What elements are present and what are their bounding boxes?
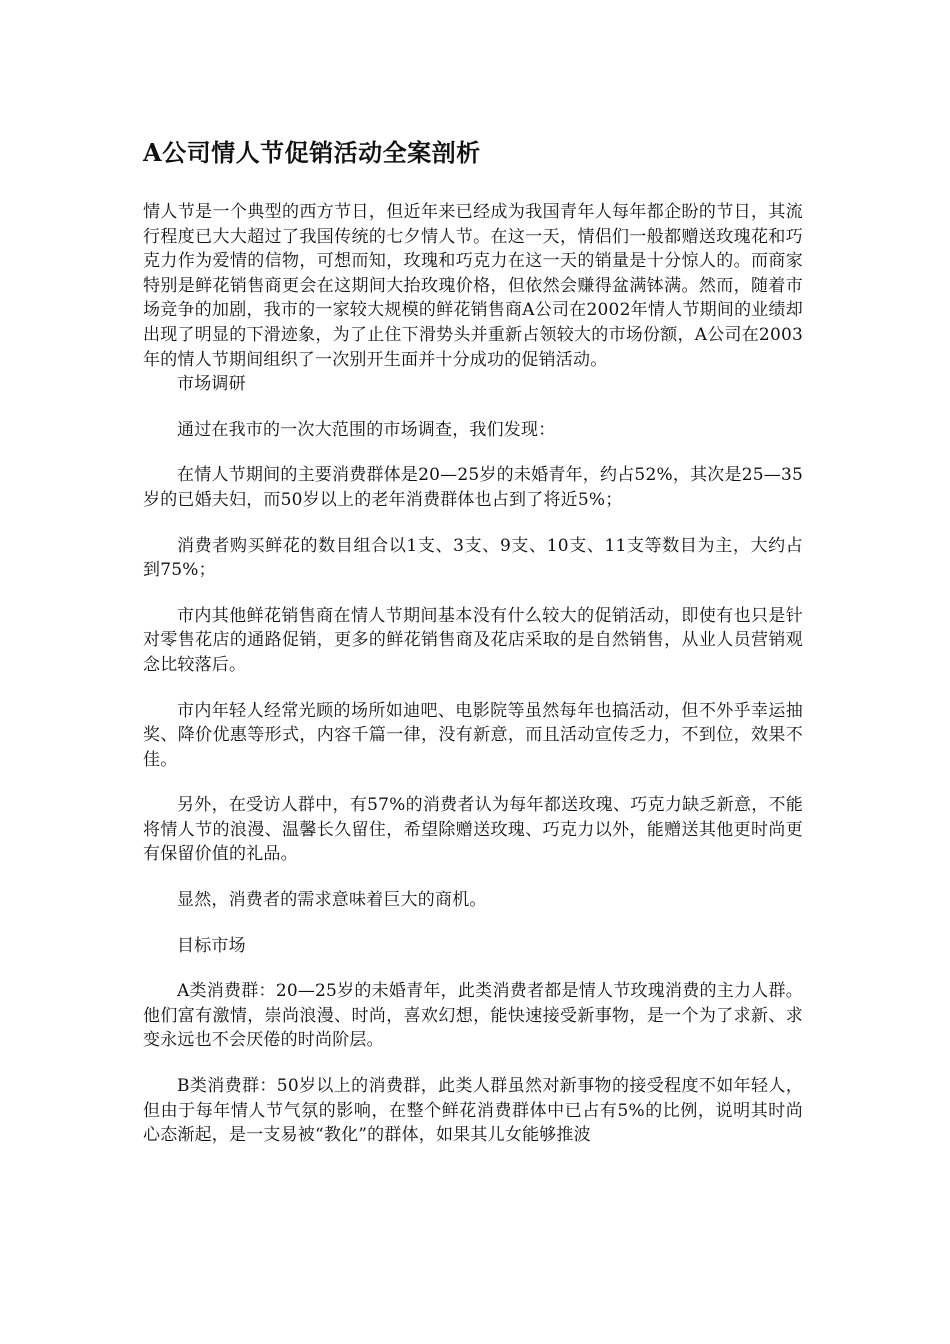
document-body: [143, 200, 803, 1148]
paragraph-flower-counts: 消费者购买鲜花的数目组合以1支、3支、9支、10支、11支等数目为主，大约占到75%；: [143, 535, 803, 581]
paragraph-venues: 市内年轻人经常光顾的场所如迪吧、电影院等虽然每年也搞活动，但不外乎幸运抽奖、降价优惠等形式，内容千篇一律，没有新意，而且活动宣传乏力，不到位，效果不佳。: [143, 700, 803, 770]
section-heading-target-market: 目标市场: [177, 935, 246, 956]
paragraph-opportunity: 显然，消费者的需求意味着巨大的商机。: [177, 890, 487, 911]
paragraph-consumer-groups: 在情人节期间的主要消费群体是20—25岁的未婚青年，约占52%，其次是25—35岁的已婚夫妇，而50岁以上的老年消费群体也占到了将近5%；: [143, 465, 803, 510]
paragraph-gift-preferences: 另外，在受访人群中，有57%的消费者认为每年都送玫瑰、巧克力缺乏新意，不能将情人节的浪漫、温馨长久留住，希望除赠送玫瑰、巧克力以外，能赠送其他更时尚更有保留价值的礼品。: [143, 795, 803, 865]
paragraph-group-a: A类消费群：20—25岁的未婚青年，此类消费者都是情人节玫瑰消费的主力人群。他们富有激情，崇尚浪漫、时尚，喜欢幻想，能快速接受新事物，是一个为了求新、求变永远也不会厌倦的时尚阶层。: [143, 981, 803, 1051]
paragraph-group-b: B类消费群：50岁以上的消费群，此类人群虽然对新事物的接受程度不如年轻人，但由于每年情人节气氛的影响，在整个鲜花消费群体中已占有5%的比例，说明其时尚心态渐起，是一支易被“教化”的群体，如果其儿女能够推波: [143, 1076, 803, 1146]
document-title: A公司情人节促销活动全案剖析: [143, 138, 481, 167]
intro-paragraph: 情人节是一个典型的西方节日，但近年来已经成为我国青年人每年都企盼的节日，其流行程度已大大超过了我国传统的七夕情人节。在这一天，情侣们一般都赠送玫瑰花和巧克力作为爱情的信物，可想而知，玫瑰和巧克力在这一天的销量是十分惊人的。而商家特别是鲜花销售商更会在这期间大抬玫瑰价格，但依然会赚得盆满钵满。然而，随着市场竞争的加剧，我市的一家较大规模的鲜花销售商A公司在2002年情人节期间的业绩却出现了明显的下滑迹象，为了止住下滑势头并重新占领较大的市场份额，A公司在2003年的情人节期间组织了一次别开生面并十分成功的促销活动。: [143, 202, 803, 370]
paragraph-survey-intro: 通过在我市的一次大范围的市场调查，我们发现：: [177, 419, 556, 440]
section-heading-market-research: 市场调研: [177, 374, 246, 395]
paragraph-competitors: 市内其他鲜花销售商在情人节期间基本没有什么较大的促销活动，即使有也只是针对零售花店的通路促销，更多的鲜花销售商及花店采取的是自然销售，从业人员营销观念比较落后。: [143, 605, 803, 675]
